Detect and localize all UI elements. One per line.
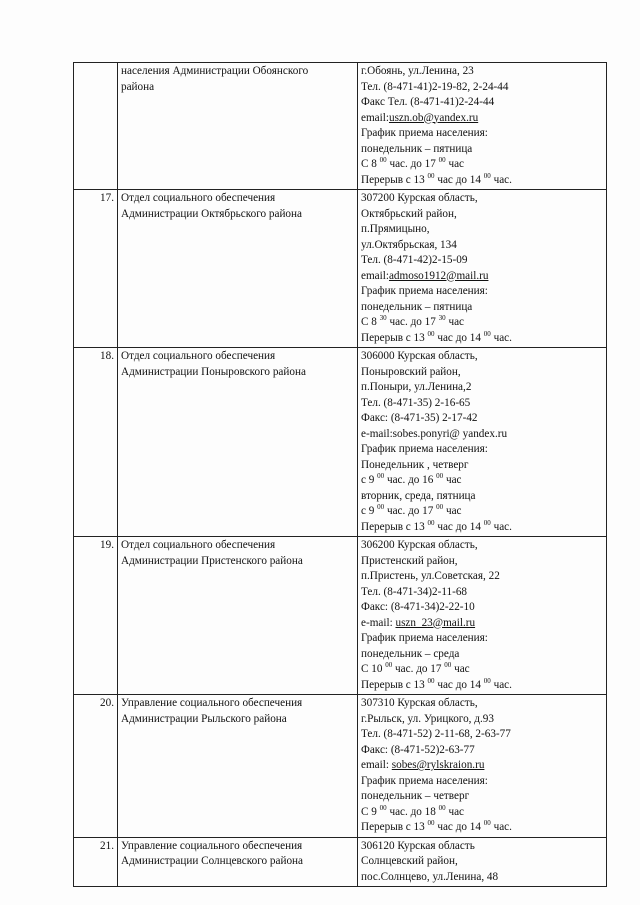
- email-link[interactable]: admoso1912@mail.ru: [388, 269, 489, 282]
- contact-info-line: [361, 662, 603, 678]
- contact-info-line: [361, 365, 603, 381]
- contact-info-line: [361, 647, 603, 663]
- contact-text: 306120 Курская область: [361, 839, 475, 852]
- contact-text: час до 14: [434, 331, 484, 344]
- time-minutes-superscript: 00: [444, 661, 452, 669]
- contact-info-line: [361, 758, 603, 774]
- row-number: 20.: [100, 697, 114, 709]
- table-row: [74, 537, 607, 695]
- contact-info-line: [361, 222, 603, 238]
- contacts-table: [73, 62, 607, 887]
- contact-text: час: [451, 663, 470, 675]
- contact-info-line: [361, 789, 603, 805]
- time-minutes-superscript: 00: [427, 819, 435, 827]
- time-minutes-superscript: 30: [379, 314, 387, 322]
- contact-text: г.Рыльск, ул. Урицкого, д.93: [361, 712, 494, 725]
- contact-info-line: [361, 396, 603, 412]
- contact-info-line: [361, 678, 603, 694]
- contact-text: понедельник – среда: [361, 647, 460, 660]
- row-number-cell: [74, 348, 118, 537]
- contact-info-line: [361, 820, 603, 836]
- contact-info-line: [361, 349, 603, 365]
- contact-text: Перерыв с 13: [361, 520, 428, 533]
- organization-name-line: Администрации Пристенского района: [121, 554, 303, 567]
- contact-info-line: [361, 157, 603, 173]
- contact-info-cell: [358, 695, 607, 838]
- contact-info-line: [361, 95, 603, 111]
- contact-text: С 10: [361, 663, 386, 675]
- contact-text: п.Прямицыно,: [361, 223, 430, 235]
- contact-text: Октябрьский район,: [361, 207, 457, 220]
- time-minutes-superscript: 00: [436, 503, 444, 511]
- organization-name-line: Администрации Октябрьского района: [121, 207, 302, 220]
- contact-text: с 9: [361, 474, 378, 486]
- organization-name-cell: [118, 537, 358, 695]
- organization-name-line: населения Администрации Обоянского: [121, 65, 309, 77]
- table-body: [74, 63, 607, 887]
- contact-info-line: [361, 111, 603, 127]
- contact-text: час.: [490, 331, 512, 344]
- row-number: 17.: [100, 192, 114, 204]
- contact-info-line: [361, 284, 603, 300]
- contact-text: час. до 17: [392, 663, 445, 675]
- contact-text: Факс: (8-471-35) 2-17-42: [361, 412, 478, 424]
- contact-info-line: [361, 839, 603, 855]
- time-minutes-superscript: 00: [483, 329, 491, 338]
- contact-text: e-mail:sobes.ponyri@ yandex.ru: [361, 427, 508, 440]
- contact-info-line: [361, 585, 603, 601]
- contact-text: час.: [490, 678, 512, 691]
- contact-text: ул.Октябрьская, 134: [361, 238, 457, 251]
- contact-text: Перерыв с 13: [361, 821, 428, 833]
- contact-info-line: [361, 380, 603, 396]
- time-minutes-superscript: 00: [379, 156, 387, 164]
- contact-text: пос.Солнцево, ул.Ленина, 48: [361, 870, 499, 883]
- table-row: [74, 695, 607, 838]
- table-row: [74, 190, 607, 348]
- contact-info-line: [361, 411, 603, 427]
- contact-info-line: [361, 269, 603, 285]
- contact-text: Тел. (8-471-41)2-19-82, 2-24-44: [361, 80, 509, 93]
- row-number-cell: [74, 837, 118, 887]
- contact-info-cell: [358, 348, 607, 537]
- contact-text: Факс: (8-471-34)2-22-10: [361, 601, 475, 613]
- contact-text: п.Поныри, ул.Ленина,2: [361, 381, 472, 393]
- contact-text: час. до 16: [384, 474, 437, 486]
- row-number-cell: [74, 537, 118, 695]
- row-number-cell: [74, 695, 118, 838]
- organization-name-cell: [118, 63, 358, 190]
- table-row: [74, 348, 607, 537]
- time-minutes-superscript: 00: [385, 661, 393, 669]
- contact-info-line: [361, 142, 603, 158]
- email-link[interactable]: uszn.ob@yandex.ru: [388, 111, 479, 124]
- contact-text: Факс Тел. (8-471-41)2-24-44: [361, 96, 495, 108]
- contact-text: График приема населения:: [361, 774, 488, 787]
- time-minutes-superscript: 00: [483, 676, 491, 685]
- contact-text: Перерыв с 13: [361, 331, 428, 344]
- contact-info-line: [361, 538, 603, 554]
- organization-name-cell: [118, 348, 358, 537]
- contact-info-line: [361, 64, 603, 80]
- time-minutes-superscript: 00: [427, 518, 435, 527]
- contact-text: С 9: [361, 805, 380, 818]
- row-number: 19.: [100, 539, 114, 551]
- time-minutes-superscript: 00: [427, 171, 435, 180]
- contact-text: час. до 18: [386, 805, 439, 818]
- contact-text: Перерыв с 13: [361, 173, 428, 186]
- organization-name-line: Отдел социального обеспечения: [121, 539, 276, 551]
- contact-text: С 8: [361, 158, 380, 170]
- organization-name-cell: [118, 695, 358, 838]
- email-link[interactable]: sobes@rylskraion.ru: [391, 759, 485, 771]
- contact-info-line: [361, 520, 603, 536]
- contact-info-line: [361, 743, 603, 759]
- table-row: [74, 837, 607, 887]
- contact-info-line: [361, 727, 603, 743]
- contact-text: График приема населения:: [361, 632, 488, 644]
- time-minutes-superscript: 00: [436, 472, 444, 480]
- organization-name-line: Администрации Рыльского района: [121, 712, 287, 725]
- contact-text: 307310 Курская область,: [361, 697, 478, 709]
- contact-info-line: [361, 870, 603, 886]
- contact-text: График приема населения:: [361, 127, 488, 139]
- contact-text: час. до 17: [386, 316, 439, 328]
- contact-info-line: [361, 300, 603, 316]
- time-minutes-superscript: 30: [438, 314, 446, 322]
- contact-info-line: [361, 331, 603, 347]
- contact-text: час. до 17: [386, 158, 439, 170]
- contact-text: Факс: (8-471-52)2-63-77: [361, 743, 475, 756]
- contact-text: час: [445, 316, 465, 328]
- contact-info-cell: [358, 63, 607, 190]
- time-minutes-superscript: 00: [438, 803, 446, 812]
- time-minutes-superscript: 00: [483, 518, 491, 527]
- organization-name-line: района: [121, 80, 155, 93]
- contact-text: час.: [490, 520, 512, 533]
- contact-text: e-mail:: [361, 616, 396, 629]
- contact-text: понедельник – пятница: [361, 300, 473, 313]
- contact-info-line: [361, 253, 603, 269]
- time-minutes-superscript: 00: [483, 819, 491, 827]
- contact-text: п.Пристень, ул.Советская, 22: [361, 570, 500, 582]
- contact-text: 306000 Курская область,: [361, 350, 478, 362]
- contact-text: с 9: [361, 505, 378, 517]
- contact-info-line: [361, 126, 603, 142]
- table-row: [74, 63, 607, 190]
- contact-text: Тел. (8-471-35) 2-16-65: [361, 396, 471, 409]
- contact-text: понедельник – пятница: [361, 142, 473, 155]
- contact-text: email:: [361, 269, 389, 282]
- contact-text: email:: [361, 759, 392, 771]
- time-minutes-superscript: 00: [427, 329, 435, 338]
- contact-info-line: [361, 207, 603, 223]
- contact-text: час до 14: [434, 678, 484, 691]
- contact-text: час: [443, 474, 462, 486]
- contact-info-line: [361, 631, 603, 647]
- contact-info-line: [361, 504, 603, 520]
- contact-text: График приема населения:: [361, 285, 488, 297]
- contact-info-line: [361, 238, 603, 254]
- contact-info-line: [361, 315, 603, 331]
- organization-name-cell: [118, 837, 358, 887]
- time-minutes-superscript: 00: [427, 676, 435, 685]
- contact-info-line: [361, 554, 603, 570]
- contact-text: 306200 Курская область,: [361, 539, 478, 551]
- organization-name-line: Управление социального обеспечения: [121, 839, 303, 852]
- contact-info-line: [361, 805, 603, 821]
- contact-text: час: [445, 158, 465, 170]
- row-number-cell: [74, 190, 118, 348]
- time-minutes-superscript: 00: [377, 472, 385, 480]
- contact-info-line: [361, 489, 603, 505]
- contact-text: час: [443, 505, 462, 517]
- organization-name-cell: [118, 190, 358, 348]
- contact-text: час.: [490, 821, 512, 833]
- contact-text: Перерыв с 13: [361, 678, 428, 691]
- time-minutes-superscript: 00: [377, 503, 385, 511]
- contact-text: г.Обоянь, ул.Ленина, 23: [361, 65, 474, 77]
- row-number-cell: [74, 63, 118, 190]
- contact-text: час.: [490, 173, 512, 186]
- contact-info-cell: [358, 537, 607, 695]
- contact-text: Тел. (8-471-34)2-11-68: [361, 585, 468, 598]
- contact-text: Поныровский район,: [361, 365, 461, 378]
- contact-text: email:: [361, 111, 389, 124]
- organization-name-line: Отдел социального обеспечения: [121, 192, 276, 204]
- contact-info-line: [361, 442, 603, 458]
- contact-text: Тел. (8-471-52) 2-11-68, 2-63-77: [361, 728, 511, 740]
- contact-text: час до 14: [434, 821, 484, 833]
- organization-name-line: Администрации Поныровского района: [121, 365, 306, 378]
- contact-text: График приема населения:: [361, 443, 488, 455]
- contact-info-line: [361, 854, 603, 870]
- contact-info-line: [361, 774, 603, 790]
- contact-info-line: [361, 458, 603, 474]
- contact-text: Понедельник , четверг: [361, 458, 469, 471]
- contact-text: С 8: [361, 316, 380, 328]
- contact-text: Солнцевский район,: [361, 855, 458, 867]
- contact-info-line: [361, 191, 603, 207]
- contact-info-line: [361, 712, 603, 728]
- time-minutes-superscript: 00: [483, 171, 491, 180]
- contact-info-cell: [358, 837, 607, 887]
- contact-info-cell: [358, 190, 607, 348]
- organization-name-line: Управление социального обеспечения: [121, 697, 303, 709]
- time-minutes-superscript: 00: [379, 803, 387, 812]
- row-number: 18.: [100, 350, 114, 362]
- contact-text: час: [445, 805, 465, 818]
- contact-info-line: [361, 696, 603, 712]
- contact-info-line: [361, 473, 603, 489]
- contact-info-line: [361, 569, 603, 585]
- organization-name-line: Отдел социального обеспечения: [121, 350, 276, 362]
- contact-text: вторник, среда, пятница: [361, 489, 476, 502]
- organization-name-line: Администрации Солнцевского района: [121, 855, 303, 867]
- contact-info-line: [361, 80, 603, 96]
- contact-info-line: [361, 427, 603, 443]
- contact-info-line: [361, 600, 603, 616]
- contact-text: час до 14: [434, 520, 484, 533]
- contact-text: понедельник – четверг: [361, 790, 470, 802]
- contact-text: час до 14: [434, 173, 484, 186]
- row-number: 21.: [100, 839, 114, 852]
- contact-info-line: [361, 616, 603, 632]
- contact-text: Пристенский район,: [361, 554, 458, 567]
- time-minutes-superscript: 00: [438, 156, 446, 164]
- contact-text: 307200 Курская область,: [361, 192, 478, 204]
- contact-text: час. до 17: [384, 505, 437, 517]
- email-link[interactable]: uszn_23@mail.ru: [395, 616, 476, 629]
- contact-info-line: [361, 173, 603, 189]
- contact-text: Тел. (8-471-42)2-15-09: [361, 254, 468, 266]
